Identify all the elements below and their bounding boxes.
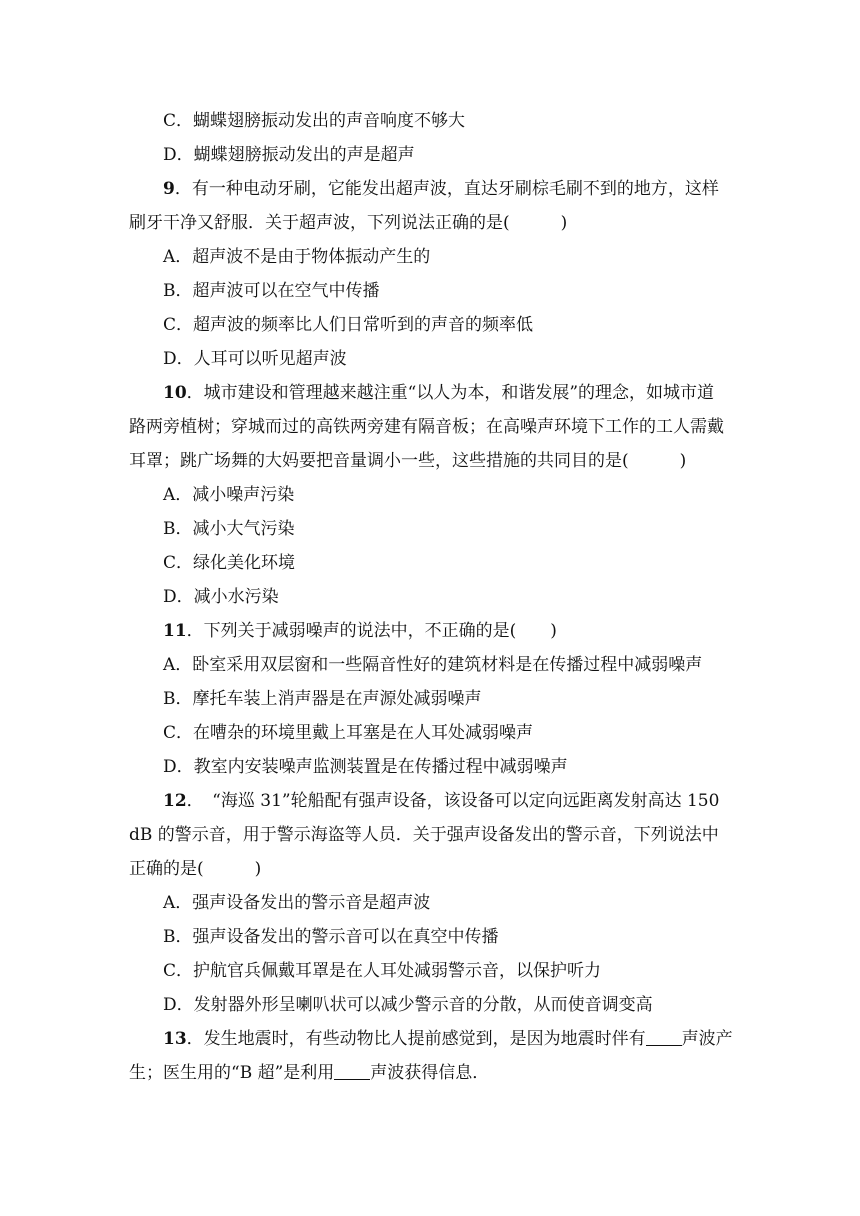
q13-stem-line2 [129,1063,860,1083]
q12-stem-line2: dB 的警示音，用于警示海盗等人员．关于强声设备发出的警示音，下列说法中 [129,825,719,845]
q11-option-c: C．在嘈杂的环境里戴上耳塞是在人耳处减弱噪声 [163,723,534,743]
q9-number: 9 [163,179,175,199]
q10-option-c: C．绿化美化环境 [163,553,296,573]
q13-blank-2[interactable] [334,1063,370,1080]
q13-stem-text4: 声波获得信息． [370,1063,490,1083]
q10-stem-line1 [163,383,860,403]
q12-option-a: A．强声设备发出的警示音是超声波 [163,893,431,913]
q11-stem-line1 [163,621,860,641]
q9-stem-line2: 刷牙干净又舒服．关于超声波，下列说法正确的是( ) [129,213,568,233]
q12-option-c: C．护航官兵佩戴耳罩是在人耳处减弱警示音，以保护听力 [163,961,602,981]
q11-option-d: D．教室内安装噪声监测装置是在传播过程中减弱噪声 [163,757,568,777]
q13-stem-text2: 声波产 [681,1029,733,1049]
q8-option-c: C．蝴蝶翅膀振动发出的声音响度不够大 [163,111,466,131]
q13-stem-text1: ．发生地震时，有些动物比人提前感觉到，是因为地震时伴有 [186,1029,646,1049]
q10-stem-line3: 耳罩；跳广场舞的大妈要把音量调小一些，这些措施的共同目的是( ) [129,451,687,471]
q10-stem-text1: ．城市建设和管理越来越注重“以人为本，和谐发展”的理念，如城市道 [186,383,715,403]
q9-stem-text1: ．有一种电动牙刷，它能发出超声波，直达牙刷棕毛刷不到的地方，这样 [174,179,719,199]
q11-option-b: B．摩托车装上消声器是在声源处减弱噪声 [163,689,482,709]
q10-number: 10 [163,383,187,403]
q12-option-b: B．强声设备发出的警示音可以在真空中传播 [163,927,499,947]
q10-option-a: A．减小噪声污染 [163,485,295,505]
q12-option-d: D．发射器外形呈喇叭状可以减少警示音的分散，从而使音调变高 [163,995,653,1015]
q11-stem-text1: ．下列关于减弱噪声的说法中，不正确的是( ) [186,621,557,641]
q9-option-b: B．超声波可以在空气中传播 [163,281,380,301]
q9-stem-line1 [163,179,860,199]
q12-stem-line3: 正确的是( ) [129,859,262,879]
q12-number: 12 [163,791,187,811]
q13-stem-line1 [163,1029,860,1049]
q12-stem-line1 [163,791,860,811]
q13-stem-text3: 生；医生用的“B 超”是利用 [129,1063,335,1083]
q9-option-a: A．超声波不是由于物体振动产生的 [163,247,431,267]
q10-stem-line2: 路两旁植树；穿城而过的高铁两旁建有隔音板；在高噪声环境下工作的工人需戴 [129,417,724,437]
q13-blank-1[interactable] [646,1029,682,1046]
q11-number: 11 [163,621,187,641]
q8-option-d: D．蝴蝶翅膀振动发出的声是超声 [163,145,415,165]
q12-stem-text1: ． “海巡 31”轮船配有强声设备，该设备可以定向远距离发射高达 150 [186,791,720,811]
q10-option-d: D．减小水污染 [163,587,279,607]
q9-option-d: D．人耳可以听见超声波 [163,349,347,369]
q13-number: 13 [163,1029,187,1049]
q11-option-a: A．卧室采用双层窗和一些隔音性好的建筑材料是在传播过程中减弱噪声 [163,655,703,675]
q10-option-b: B．减小大气污染 [163,519,295,539]
q9-option-c: C．超声波的频率比人们日常听到的声音的频率低 [163,315,534,335]
